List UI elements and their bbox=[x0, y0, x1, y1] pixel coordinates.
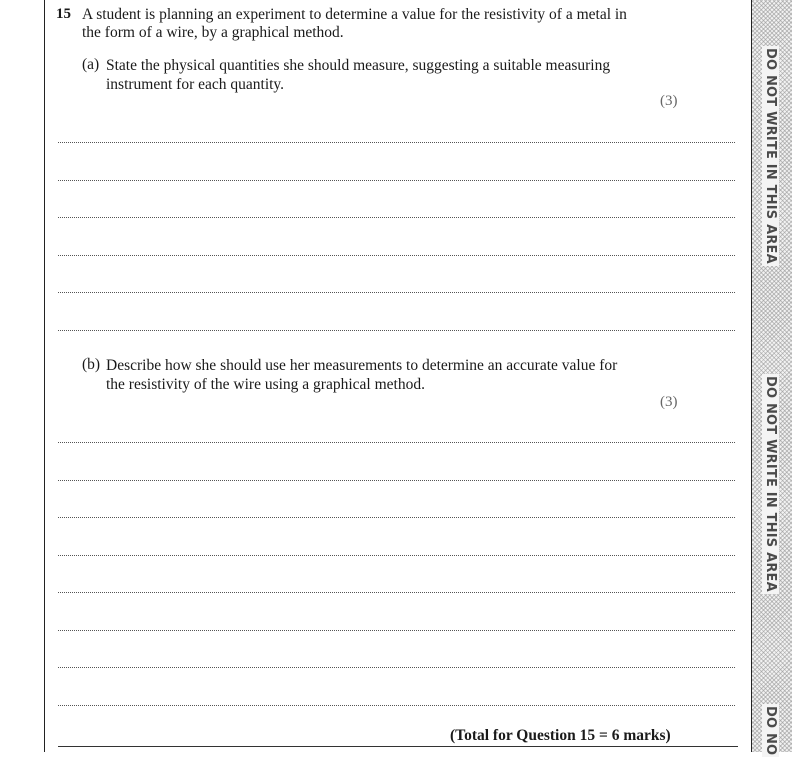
question-number: 15 bbox=[56, 6, 71, 22]
answer-line-a3[interactable] bbox=[58, 217, 735, 218]
answer-line-a2[interactable] bbox=[58, 180, 735, 181]
part-a-line-1: State the physical quantities she should measure, suggesting a suitable measuring bbox=[106, 57, 611, 74]
question-total: (Total for Question 15 = 6 marks) bbox=[450, 727, 671, 744]
part-b-line-1: Describe how she should use her measurements to determine an accurate value for bbox=[106, 357, 618, 374]
answer-line-b2[interactable] bbox=[58, 480, 735, 481]
answer-line-a5[interactable] bbox=[58, 292, 735, 293]
answer-line-b6[interactable] bbox=[58, 630, 735, 631]
margin-warning-middle: DO NOT WRITE IN THIS AREA bbox=[763, 376, 778, 592]
part-b-label: (b) bbox=[82, 356, 101, 373]
answer-line-a1[interactable] bbox=[58, 142, 735, 143]
part-a-line-2: instrument for each quantity. bbox=[106, 76, 285, 93]
part-a-label: (a) bbox=[82, 56, 100, 73]
part-a-marks: (3) bbox=[660, 93, 678, 109]
question-stem-line-1: A student is planning an experiment to determine a value for the resistivity of a metal in bbox=[82, 6, 627, 23]
answer-line-b3[interactable] bbox=[58, 517, 735, 518]
answer-line-b5[interactable] bbox=[58, 592, 735, 593]
page-frame-left bbox=[44, 0, 45, 752]
answer-line-a6[interactable] bbox=[58, 330, 735, 331]
answer-line-b8[interactable] bbox=[58, 705, 735, 706]
answer-line-b4[interactable] bbox=[58, 555, 735, 556]
answer-line-b7[interactable] bbox=[58, 667, 735, 668]
part-b-line-2: the resistivity of the wire using a graphical method. bbox=[106, 376, 425, 393]
part-b-marks: (3) bbox=[660, 394, 678, 410]
answer-line-a4[interactable] bbox=[58, 255, 735, 256]
answer-line-b1[interactable] bbox=[58, 442, 735, 443]
margin-warning-bottom: DO NO bbox=[763, 706, 778, 756]
question-stem-line-2: the form of a wire, by a graphical method. bbox=[82, 24, 344, 41]
bottom-rule bbox=[58, 746, 738, 747]
margin-warning-top: DO NOT WRITE IN THIS AREA bbox=[763, 48, 778, 264]
